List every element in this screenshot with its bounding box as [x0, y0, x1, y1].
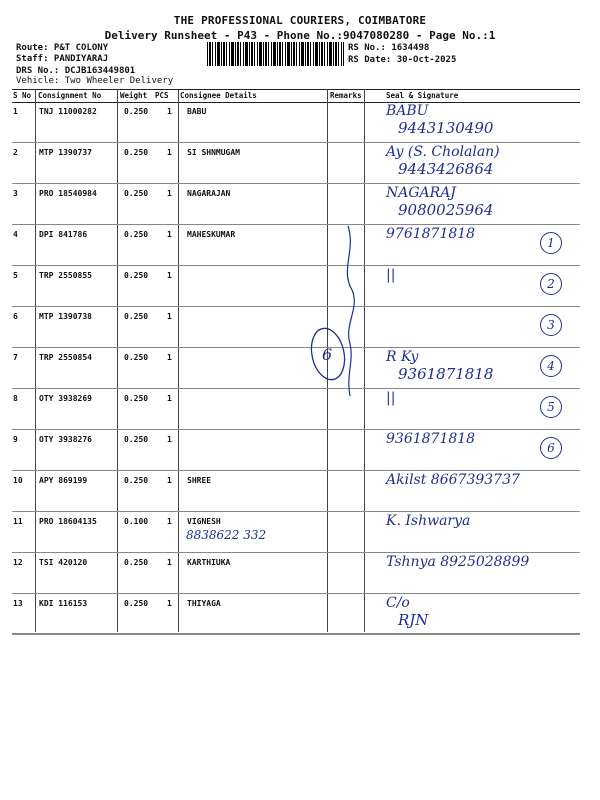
- row-signature-phone: 9361871818: [398, 365, 494, 383]
- row-signature-phone: 9080025964: [398, 201, 494, 219]
- row-pieces: 1: [167, 312, 172, 321]
- row-weight: 0.250: [124, 476, 149, 485]
- row-circled-number: 1: [540, 232, 562, 254]
- col-sno: S No: [13, 91, 32, 100]
- table-row: [12, 388, 580, 430]
- row-consignment-number: TSI 420120: [39, 558, 88, 567]
- table-row: [12, 552, 580, 594]
- row-weight: 0.100: [124, 517, 149, 526]
- table-row: [12, 183, 580, 225]
- row-circled-number: 2: [540, 273, 562, 295]
- table-row: [12, 511, 580, 553]
- row-consignment-number: DPI 841786: [39, 230, 88, 239]
- row-serial-number: 7: [13, 353, 18, 362]
- row-consignee: NAGARAJAN: [187, 189, 231, 198]
- row-serial-number: 9: [13, 435, 18, 444]
- row-serial-number: 12: [13, 558, 23, 567]
- table-row: [12, 429, 580, 471]
- table-row: [12, 347, 580, 389]
- row-pieces: 1: [167, 271, 172, 280]
- remarks-scribble: [300, 220, 380, 400]
- row-weight: 0.250: [124, 230, 149, 239]
- row-consignee: SI SHNMUGAM: [187, 148, 240, 157]
- row-consignment-number: APY 869199: [39, 476, 88, 485]
- row-circled-number: 5: [540, 396, 562, 418]
- row-serial-number: 3: [13, 189, 18, 198]
- page-subtitle: Delivery Runsheet - P43 - Phone No.:9047080280 - Page No.:1: [104, 29, 496, 42]
- row-consignment-number: TNJ 11000282: [39, 107, 97, 116]
- row-circled-number: 6: [540, 437, 562, 459]
- row-pieces: 1: [167, 599, 172, 608]
- row-serial-number: 1: [13, 107, 18, 116]
- row-consignee: THIYAGA: [187, 599, 221, 608]
- drs-number: DRS No.: DCJB163449801: [16, 66, 136, 76]
- row-weight: 0.250: [124, 189, 149, 198]
- table-row: [12, 593, 580, 635]
- row-signature: Akilst 8667393737: [386, 472, 520, 488]
- row-signature: BABU: [386, 103, 429, 119]
- row-pieces: 1: [167, 107, 172, 116]
- row-pieces: 1: [167, 558, 172, 567]
- row-signature: K. Ishwarya: [386, 513, 471, 529]
- row-serial-number: 4: [13, 230, 18, 239]
- row-serial-number: 10: [13, 476, 23, 485]
- row-signature: Ay (S. Cholalan): [386, 144, 500, 160]
- row-weight: 0.250: [124, 558, 149, 567]
- row-signature: ||: [386, 267, 396, 283]
- row-weight: 0.250: [124, 394, 149, 403]
- table-row: [12, 306, 580, 348]
- row-weight: 0.250: [124, 599, 149, 608]
- row-serial-number: 2: [13, 148, 18, 157]
- row-circled-number: 3: [540, 314, 562, 336]
- row-consignment-number: KDI 116153: [39, 599, 88, 608]
- row-signature: 9761871818: [386, 226, 476, 242]
- row-weight: 0.250: [124, 353, 149, 362]
- row-consignee: SHREE: [187, 476, 212, 485]
- barcode: [207, 42, 344, 66]
- row-weight: 0.250: [124, 435, 149, 444]
- row-pieces: 1: [167, 517, 172, 526]
- rs-number: RS No.: 1634498: [348, 43, 430, 53]
- row-weight: 0.250: [124, 271, 149, 280]
- row-pieces: 1: [167, 394, 172, 403]
- row-pieces: 1: [167, 435, 172, 444]
- row-serial-number: 6: [13, 312, 18, 321]
- row-signature: ||: [386, 390, 396, 406]
- row-weight: 0.250: [124, 107, 149, 116]
- row-consignment-number: MTP 1390737: [39, 148, 92, 157]
- col-consignment: Consignment No: [38, 91, 102, 100]
- row-consignee: KARTHIUKA: [187, 558, 231, 567]
- row-consignment-number: OTY 3938269: [39, 394, 92, 403]
- vehicle-label: Vehicle: Two Wheeler Delivery: [16, 76, 174, 86]
- table-bottom-rule: [12, 633, 580, 634]
- row-consignment-number: TRP 2550855: [39, 271, 92, 280]
- col-weight: Weight: [120, 91, 148, 100]
- row-weight: 0.250: [124, 148, 149, 157]
- page-title: THE PROFESSIONAL COURIERS, COIMBATORE: [173, 14, 427, 27]
- table-row: [12, 142, 580, 184]
- row-serial-number: 8: [13, 394, 18, 403]
- row-pieces: 1: [167, 230, 172, 239]
- row-serial-number: 13: [13, 599, 23, 608]
- row-serial-number: 11: [13, 517, 23, 526]
- staff-label: Staff: PANDIYARAJ: [16, 54, 109, 64]
- row-consignee-handwritten-phone: 8838622 332: [186, 528, 267, 542]
- row-signature: R Ky: [386, 349, 419, 365]
- rs-date: RS Date: 30-Oct-2025: [348, 55, 457, 65]
- row-signature: 9361871818: [386, 431, 476, 447]
- table-row: [12, 101, 580, 143]
- row-signature: NAGARAJ: [386, 185, 456, 201]
- table-row: [12, 224, 580, 266]
- row-pieces: 1: [167, 148, 172, 157]
- row-signature-phone: 9443130490: [398, 119, 494, 137]
- col-pcs: PCS: [155, 91, 169, 100]
- col-seal: Seal & Signature: [386, 91, 459, 100]
- row-weight: 0.250: [124, 312, 149, 321]
- row-signature-phone: RJN: [398, 611, 429, 629]
- row-consignment-number: MTP 1390738: [39, 312, 92, 321]
- col-consignee: Consignee Details: [180, 91, 257, 100]
- row-consignment-number: PRO 18604135: [39, 517, 97, 526]
- row-consignment-number: PRO 18540984: [39, 189, 97, 198]
- col-remarks: Remarks: [330, 91, 362, 100]
- row-consignment-number: OTY 3938276: [39, 435, 92, 444]
- row-signature: C/o: [386, 595, 410, 611]
- row-signature: Tshnya 8925028899: [386, 554, 530, 570]
- row-consignee: BABU: [187, 107, 207, 116]
- row-consignee: MAHESKUMAR: [187, 230, 236, 239]
- table-row: [12, 470, 580, 512]
- route-label: Route: P&T COLONY: [16, 43, 109, 53]
- row-consignment-number: TRP 2550854: [39, 353, 92, 362]
- row-pieces: 1: [167, 189, 172, 198]
- row-signature-phone: 9443426864: [398, 160, 494, 178]
- row-consignee: VIGNESH: [187, 517, 221, 526]
- table-row: [12, 265, 580, 307]
- row-pieces: 1: [167, 476, 172, 485]
- row-circled-number: 4: [540, 355, 562, 377]
- circled-six-annotation: 6: [322, 345, 333, 364]
- row-pieces: 1: [167, 353, 172, 362]
- row-serial-number: 5: [13, 271, 18, 280]
